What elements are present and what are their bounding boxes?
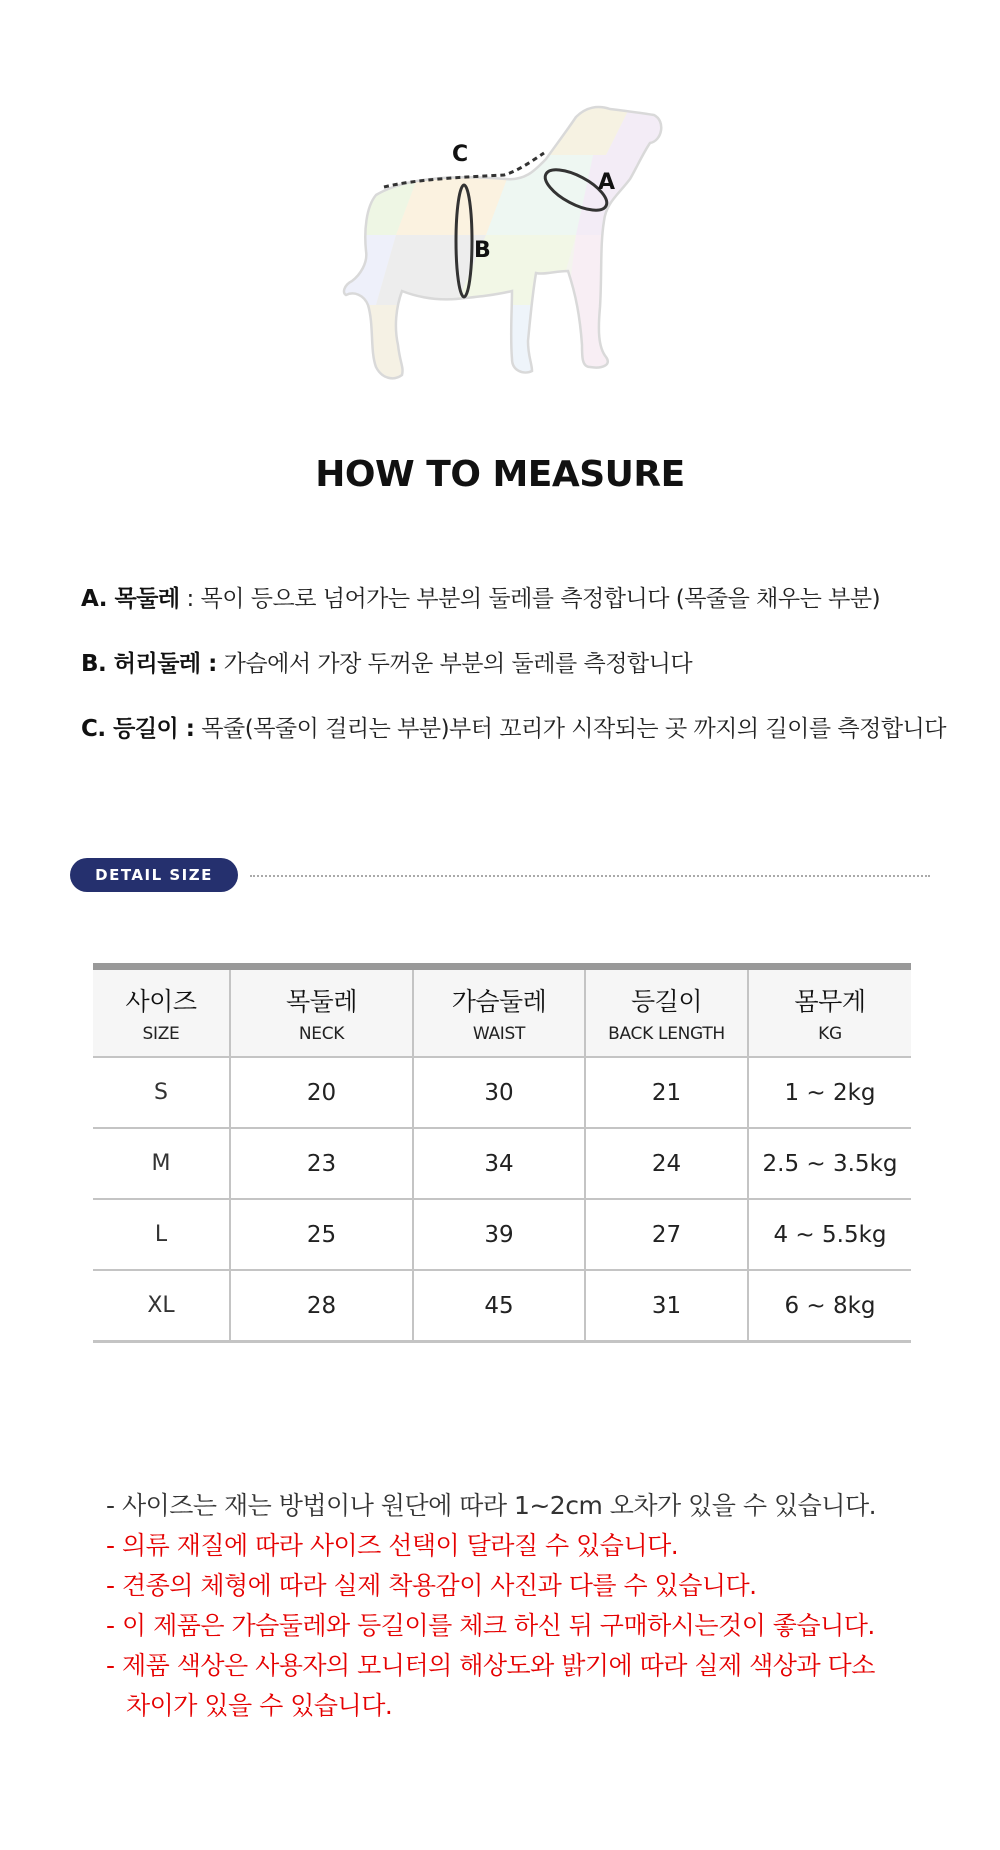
dotted-divider [250, 875, 930, 877]
cell-neck: 25 [230, 1199, 413, 1270]
header-back-length-en: BACK LENGTH [608, 1024, 725, 1044]
note-fabric: - 의류 재질에 따라 사이즈 선택이 달라질 수 있습니다. [106, 1531, 679, 1560]
label-c: C [452, 142, 469, 167]
label-a: A [598, 170, 616, 195]
header-weight-ko: 몸무게 [794, 987, 866, 1016]
cell-waist: 45 [413, 1270, 585, 1342]
table-header-row [93, 967, 911, 1058]
header-waist [413, 967, 585, 1058]
table-row [93, 1270, 911, 1342]
cell-weight: 4 ~ 5.5kg [748, 1199, 911, 1270]
header-size-ko: 사이즈 [125, 987, 197, 1016]
measure-neck [81, 580, 880, 613]
label-b: B [474, 238, 491, 263]
cell-neck: 23 [230, 1128, 413, 1199]
detail-size-badge: DETAIL SIZE [70, 858, 238, 892]
measure-waist-text: 가슴에서 가장 두꺼운 부분의 둘레를 측정합니다 [216, 651, 693, 677]
dog-silhouette [336, 95, 696, 400]
cell-size: L [93, 1199, 230, 1270]
cell-neck: 20 [230, 1057, 413, 1128]
measure-neck-label: A. 목둘레 [81, 586, 180, 612]
cell-waist: 34 [413, 1128, 585, 1199]
header-size [93, 967, 230, 1058]
measure-back-length [81, 710, 946, 743]
header-waist-en: WAIST [472, 1024, 526, 1044]
size-table [93, 963, 911, 1343]
cell-waist: 39 [413, 1199, 585, 1270]
header-back-length-ko: 등길이 [631, 987, 702, 1016]
cell-weight: 1 ~ 2kg [748, 1057, 911, 1128]
cell-size: S [93, 1057, 230, 1128]
table-row [93, 1199, 911, 1270]
header-weight [748, 967, 911, 1058]
note-color-difference: - 제품 색상은 사용자의 모니터의 해상도와 밝기에 따라 실제 색상과 다소 [106, 1651, 875, 1680]
measure-waist-label: B. 허리둘레 : [81, 651, 217, 677]
cell-back-length: 31 [585, 1270, 748, 1342]
header-weight-en: KG [818, 1024, 842, 1044]
note-check-before-buy: - 이 제품은 가슴둘레와 등길이를 체크 하신 뒤 구매하시는것이 좋습니다. [106, 1611, 875, 1640]
table-row [93, 1057, 911, 1128]
page-title: HOW TO MEASURE [315, 454, 685, 495]
cell-weight: 6 ~ 8kg [748, 1270, 911, 1342]
cell-size: M [93, 1128, 230, 1199]
dog-measure-diagram [336, 95, 696, 400]
header-neck [230, 967, 413, 1058]
header-neck-ko: 목둘레 [286, 987, 357, 1016]
measure-back-length-label: C. 등길이 : [81, 716, 195, 742]
header-size-en: SIZE [142, 1024, 180, 1044]
cell-weight: 2.5 ~ 3.5kg [748, 1128, 911, 1199]
note-breed-fit: - 견종의 체형에 따라 실제 착용감이 사진과 다를 수 있습니다. [106, 1571, 757, 1600]
table-row [93, 1128, 911, 1199]
cell-back-length: 27 [585, 1199, 748, 1270]
cell-size: XL [93, 1270, 230, 1342]
header-back-length [585, 967, 748, 1058]
cell-neck: 28 [230, 1270, 413, 1342]
measure-waist [81, 645, 692, 678]
header-waist-ko: 가슴둘레 [451, 987, 547, 1016]
measure-back-length-text: 목줄(목줄이 걸리는 부분)부터 꼬리가 시작되는 곳 까지의 길이를 측정합니다 [194, 716, 946, 742]
header-neck-en: NECK [298, 1024, 345, 1044]
cell-back-length: 21 [585, 1057, 748, 1128]
measure-neck-text: : 목이 등으로 넘어가는 부분의 둘레를 측정합니다 (목줄을 채우는 부분) [179, 586, 881, 612]
note-measurement-error: - 사이즈는 재는 방법이나 원단에 따라 1~2cm 오차가 있을 수 있습니다. [106, 1491, 877, 1520]
note-color-difference-cont: 차이가 있을 수 있습니다. [126, 1691, 393, 1720]
cell-back-length: 24 [585, 1128, 748, 1199]
cell-waist: 30 [413, 1057, 585, 1128]
